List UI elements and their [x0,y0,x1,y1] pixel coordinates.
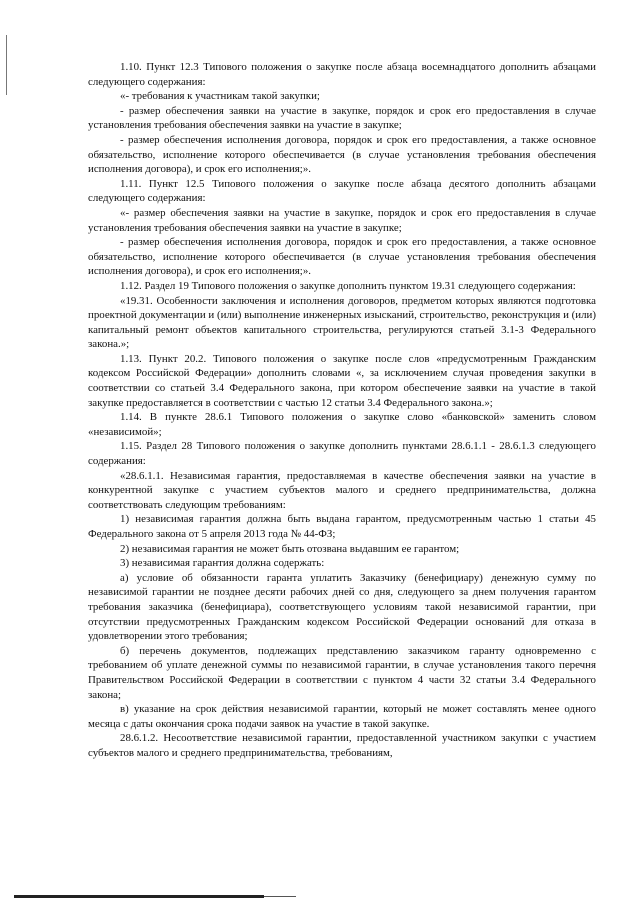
paragraph-1-10-item-bid-security: - размер обеспечения заявки на участие в закупке, порядок и срок его предоставления в случае установления требования обеспечения заявки на участие в закупке; [88,104,596,132]
paragraph-1-13: 1.13. Пункт 20.2. Типового положения о закупке после слов «предусмотренным Гражданским кодексом Российской Федерации» дополнить словами «, за исключением случая проведения закупки в соответствии со статьей 3.4 Федерального закона, при котором обеспечение заявки на участие в такой закупке предоставляется в соответствии с частью 12 статьи 3.4 Федерального закона.»; [88,352,596,409]
paragraph-28-6-1-1-item-2: 2) независимая гарантия не может быть отозвана выдавшим ее гарантом; [120,542,460,555]
scan-edge-mark [6,35,7,95]
paragraph-1-11-item-contract-security: - размер обеспечения исполнения договора, порядок и срок его предоставления, а также основное обязательство, исполнение которого обеспечивается (в случае установления требования обеспечения исполнения договора), и срок его исполнения;». [88,236,596,278]
paragraph-28-6-1-1-item-1: 1) независимая гарантия должна быть выдана гарантом, предусмотренным частью 1 статьи 45 Федерального закона от 5 апреля 2013 года № 44-ФЗ; [88,513,596,540]
paragraph-1-12: 1.12. Раздел 19 Типового положения о закупке дополнить пунктом 19.31 следующего содержания: [120,279,576,292]
paragraph-28-6-1-1-item-3: 3) независимая гарантия должна содержать: [120,557,325,570]
paragraph-1-11-item-bid-security: «- размер обеспечения заявки на участие в закупке, порядок и срок его предоставления в случае установления требования обеспечения заявки на участие в закупке; [88,206,596,234]
paragraph-1-10-item-contract-security: - размер обеспечения исполнения договора, порядок и срок его предоставления, а также основное обязательство, исполнение которого обеспечивается (в случае установления требования обеспечения исполнения договора), и срок его исполнения;». [88,133,596,176]
paragraph-28-6-1-1: «28.6.1.1. Независимая гарантия, предоставляемая в качестве обеспечения заявки на участие в конкурентной закупке с участием субъектов малого и среднего предпринимательства, должна соответствовать следующим требованиям: [88,469,596,511]
paragraph-28-6-1-1-item-3b: б) перечень документов, подлежащих представлению заказчиком гаранту одновременно с требованием об уплате денежной суммы по независимой гарантии, в случае установления такого перечня Правительством Российской Федерации в соответствии с пунктом 4 части 32 статьи 3.4 Федерального закона; [88,644,596,701]
paragraph-1-10: 1.10. Пункт 12.3 Типового положения о закупке после абзаца восемнадцатого дополнить абзацами следующего содержания: [88,61,596,88]
paragraph-1-10-item-requirements: «- требования к участникам такой закупки; [120,90,320,103]
paragraph-28-6-1-1-item-3v: в) указание на срок действия независимой гарантии, который не может составлять менее одного месяца с даты окончания срока подачи заявок на участие в такой закупке. [88,703,596,730]
paragraph-1-11: 1.11. Пункт 12.5 Типового положения о закупке после абзаца десятого дополнить абзацами следующего содержания: [88,177,596,205]
paragraph-1-15: 1.15. Раздел 28 Типового положения о закупке дополнить пунктами 28.6.1.1 - 28.6.1.3 следующего содержания: [88,440,596,468]
bottom-rule [14,895,264,898]
paragraph-28-6-1-2: 28.6.1.2. Несоответствие независимой гарантии, предоставленной участником закупки с участием субъектов малого и среднего предпринимательства, требованиям, [88,732,596,759]
paragraph-1-14: 1.14. В пункте 28.6.1 Типового положения о закупке слово «банковской» заменить словом «независимой»; [88,411,596,438]
document-body [88,60,596,761]
paragraph-28-6-1-1-item-3a: а) условие об обязанности гаранта уплатить Заказчику (бенефициару) денежную сумму по независимой гарантии не позднее десяти рабочих дней со дня, следующего за днем получения гарантом требования заказчика (бенефициара), соответствующего условиям такой независимой гарантии, при отсутствии предусмотренных Гражданским кодексом Российской Федерации оснований для отказа в удовлетворении этого требования; [88,571,596,643]
bottom-rule-thin [264,896,296,897]
paragraph-19-31: «19.31. Особенности заключения и исполнения договоров, предметом которых являются подготовка проектной документации и (или) выполнение инженерных изысканий, строительство, реконструкция и (или) капитальный ремонт объектов капитального строительства, регулируются статьей 3.1-3 Федерального закона.»; [88,294,596,351]
